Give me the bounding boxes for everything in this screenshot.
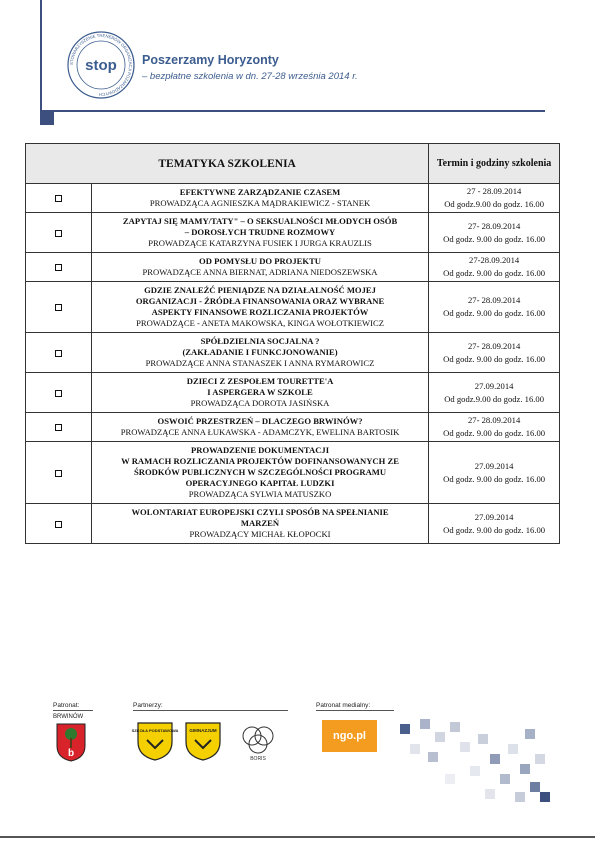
table-row (26, 333, 560, 373)
table-row (26, 504, 560, 544)
checkbox[interactable] (55, 521, 62, 528)
training-lead: PROWADZĄCE ANNA ŁUKAWSKA - ADAMCZYK, EWELINA BARTOSIK (120, 427, 400, 437)
svg-text:STOWARZYSZENIE TRENERÓW ORGANI: STOWARZYSZENIE TRENERÓW ORGANIZACJI POZARZĄDOWYCH (68, 32, 134, 98)
training-hours: Od godz. 9.00 do godz. 16.00 (443, 233, 546, 244)
checkbox-cell (26, 442, 92, 504)
checkbox-cell (26, 504, 92, 544)
topic-cell (91, 253, 428, 282)
header-horizontal-rule (40, 110, 545, 112)
checkbox[interactable] (55, 350, 62, 357)
patronat-label: Patronat: (53, 702, 80, 709)
topic-cell (91, 213, 428, 253)
training-lead: PROWADZĄCE ANNA STANASZEK I ANNA RYMAROWICZ (145, 358, 375, 368)
page-subtitle: – bezpłatne szkolenia w dn. 27-28 września 2014 r. (142, 71, 358, 82)
checkbox[interactable] (55, 230, 62, 237)
topic-cell (91, 504, 428, 544)
training-hours: Od godz. 9.00 do godz. 16.00 (443, 308, 546, 318)
page-title: Poszerzamy Horyzonty (142, 53, 279, 67)
checkbox-cell (26, 282, 92, 333)
training-date: 27-28.09.2014 (469, 255, 520, 266)
column-header-term: Termin i godziny szkolenia (429, 144, 560, 184)
table-row (26, 213, 560, 253)
column-header-topic: TEMATYKA SZKOLENIA (26, 144, 429, 184)
checkbox-cell (26, 373, 92, 413)
training-lead: PROWADZĄCE - ANETA MAKOWSKA, KINGA WOŁOTKIEWICZ (136, 318, 384, 328)
topic-cell (91, 413, 428, 442)
training-title: OD POMYSŁU DO PROJEKTU (199, 256, 322, 266)
brwinow-label: BRWINÓW (53, 714, 84, 720)
training-date: 27.09.2014 (474, 380, 514, 391)
training-lead: PROWADZĄCY MICHAŁ KŁOPOCKI (189, 529, 331, 539)
brwinow-coat-of-arms-icon (55, 722, 87, 762)
training-hours: Od godz. 9.00 do godz. 16.00 (443, 428, 546, 438)
term-cell (429, 504, 560, 544)
topic-cell (91, 184, 428, 213)
boris-logo-icon (232, 720, 284, 764)
page-bottom-rule (0, 836, 595, 838)
svg-text:SZKOŁA PODSTAWOWA: SZKOŁA PODSTAWOWA (131, 728, 179, 733)
training-title: PROWADZENIE DOKUMENTACJI W RAMACH ROZLICZANIA PROJEKTÓW DOFINANSOWANYCH ZE ŚRODKÓW PUBLICZNYCH W SZCZEGÓLNOŚCI PROGRAMU OPERACYJNEGO KAPITAŁ LUDZKI (121, 445, 399, 488)
training-date: 27.09.2014 (474, 511, 514, 522)
checkbox[interactable] (55, 390, 62, 397)
media-patron-label: Patronat medialny: (316, 702, 371, 709)
term-cell (429, 333, 560, 373)
training-lead: PROWADZĄCE ANNA BIERNAT, ADRIANA NIEDOSZEWSKA (142, 267, 378, 277)
term-cell (429, 373, 560, 413)
training-hours: Od godz. 9.00 do godz. 16.00 (443, 353, 546, 364)
training-date: 27 - 28.09.2014 (466, 186, 522, 197)
training-lead: PROWADZĄCE KATARZYNA FUSIEK I JURGA KRAUZLIS (148, 238, 372, 248)
training-date: 27- 28.09.2014 (467, 415, 521, 426)
training-lead: PROWADZĄCA AGNIESZKA MĄDRAKIEWICZ - STANEK (149, 198, 371, 208)
training-hours: Od godz.9.00 do godz. 16.00 (444, 199, 544, 209)
checkbox-cell (26, 184, 92, 213)
ngo-pl-logo: ngo.pl (322, 720, 377, 752)
term-cell (429, 413, 560, 442)
checkbox-cell (26, 213, 92, 253)
table-row (26, 373, 560, 413)
training-hours: Od godz. 9.00 do godz. 16.00 (443, 473, 546, 484)
patronat-underline (53, 710, 93, 711)
svg-text:BORIS: BORIS (250, 756, 266, 762)
checkbox-cell (26, 413, 92, 442)
checkbox[interactable] (55, 195, 62, 202)
svg-text:GIMNAZJUM: GIMNAZJUM (189, 728, 217, 733)
training-date: 27- 28.09.2014 (467, 295, 521, 306)
training-title: OSWOIĆ PRZESTRZEŃ – DLACZEGO BRWINÓW? (157, 416, 363, 426)
term-cell (429, 442, 560, 504)
partners-underline (133, 710, 288, 711)
training-hours: Od godz. 9.00 do godz. 16.00 (443, 524, 546, 535)
checkbox[interactable] (55, 304, 62, 311)
term-cell (429, 184, 560, 213)
table-header-row (26, 144, 560, 184)
training-title: ZAPYTAJ SIĘ MAMY/TATY" – O SEKSUALNOŚCI MŁODYCH OSÓB – DOROSŁYCH TRUDNE ROZMOWY (122, 216, 398, 237)
checkbox[interactable] (55, 470, 62, 477)
svg-text:b: b (67, 748, 75, 759)
header-corner-square (40, 112, 54, 125)
header-vertical-rule (40, 0, 42, 112)
topic-cell (91, 282, 428, 333)
primary-school-badge-icon (131, 720, 179, 762)
training-lead: PROWADZĄCA SYLWIA MATUSZKO (188, 489, 332, 499)
pixel-mosaic-decoration (390, 714, 555, 804)
checkbox[interactable] (55, 424, 62, 431)
checkbox-cell (26, 333, 92, 373)
table-row (26, 442, 560, 504)
topic-cell (91, 442, 428, 504)
topic-cell (91, 333, 428, 373)
topic-cell (91, 373, 428, 413)
table-row (26, 184, 560, 213)
training-title: WOLONTARIAT EUROPEJSKI CZYLI SPOSÓB NA SPEŁNIANIE MARZEŃ (131, 507, 389, 528)
training-title: DZIECI Z ZESPOŁEM TOURETTE'A I ASPERGERA W SZKOLE (186, 376, 334, 397)
training-hours: Od godz.9.00 do godz. 16.00 (444, 393, 544, 404)
table-row (26, 413, 560, 442)
stop-logo (66, 30, 136, 100)
svg-text:stop: stop (85, 57, 117, 74)
training-date: 27- 28.09.2014 (467, 220, 521, 231)
table-row (26, 282, 560, 333)
gymnasium-badge-icon (183, 720, 223, 762)
training-title: EFEKTYWNE ZARZĄDZANIE CZASEM (179, 187, 341, 197)
training-title: GDZIE ZNALEŹĆ PIENIĄDZE NA DZIAŁALNOŚĆ MOJEJ ORGANIZACJI - ŹRÓDŁA FINANSOWANIA ORAZ WYBRANE ASPEKTY FINANSOWE ROZLICZANIA PROJEKTÓW (135, 285, 385, 317)
training-hours: Od godz. 9.00 do godz. 16.00 (443, 268, 546, 278)
media-patron-underline (316, 710, 394, 711)
term-cell (429, 213, 560, 253)
training-date: 27- 28.09.2014 (467, 340, 521, 351)
checkbox-cell (26, 253, 92, 282)
table-row (26, 253, 560, 282)
training-date: 27.09.2014 (474, 460, 514, 471)
training-title: SPÓŁDZIELNIA SOCJALNA ? (ZAKŁADANIE I FUNKCJONOWANIE) (182, 336, 338, 357)
training-table (25, 143, 560, 544)
term-cell (429, 282, 560, 333)
training-lead: PROWADZĄCA DOROTA JASIŃSKA (190, 398, 330, 408)
checkbox[interactable] (55, 264, 62, 271)
term-cell (429, 253, 560, 282)
partners-label: Partnerzy: (133, 702, 163, 709)
